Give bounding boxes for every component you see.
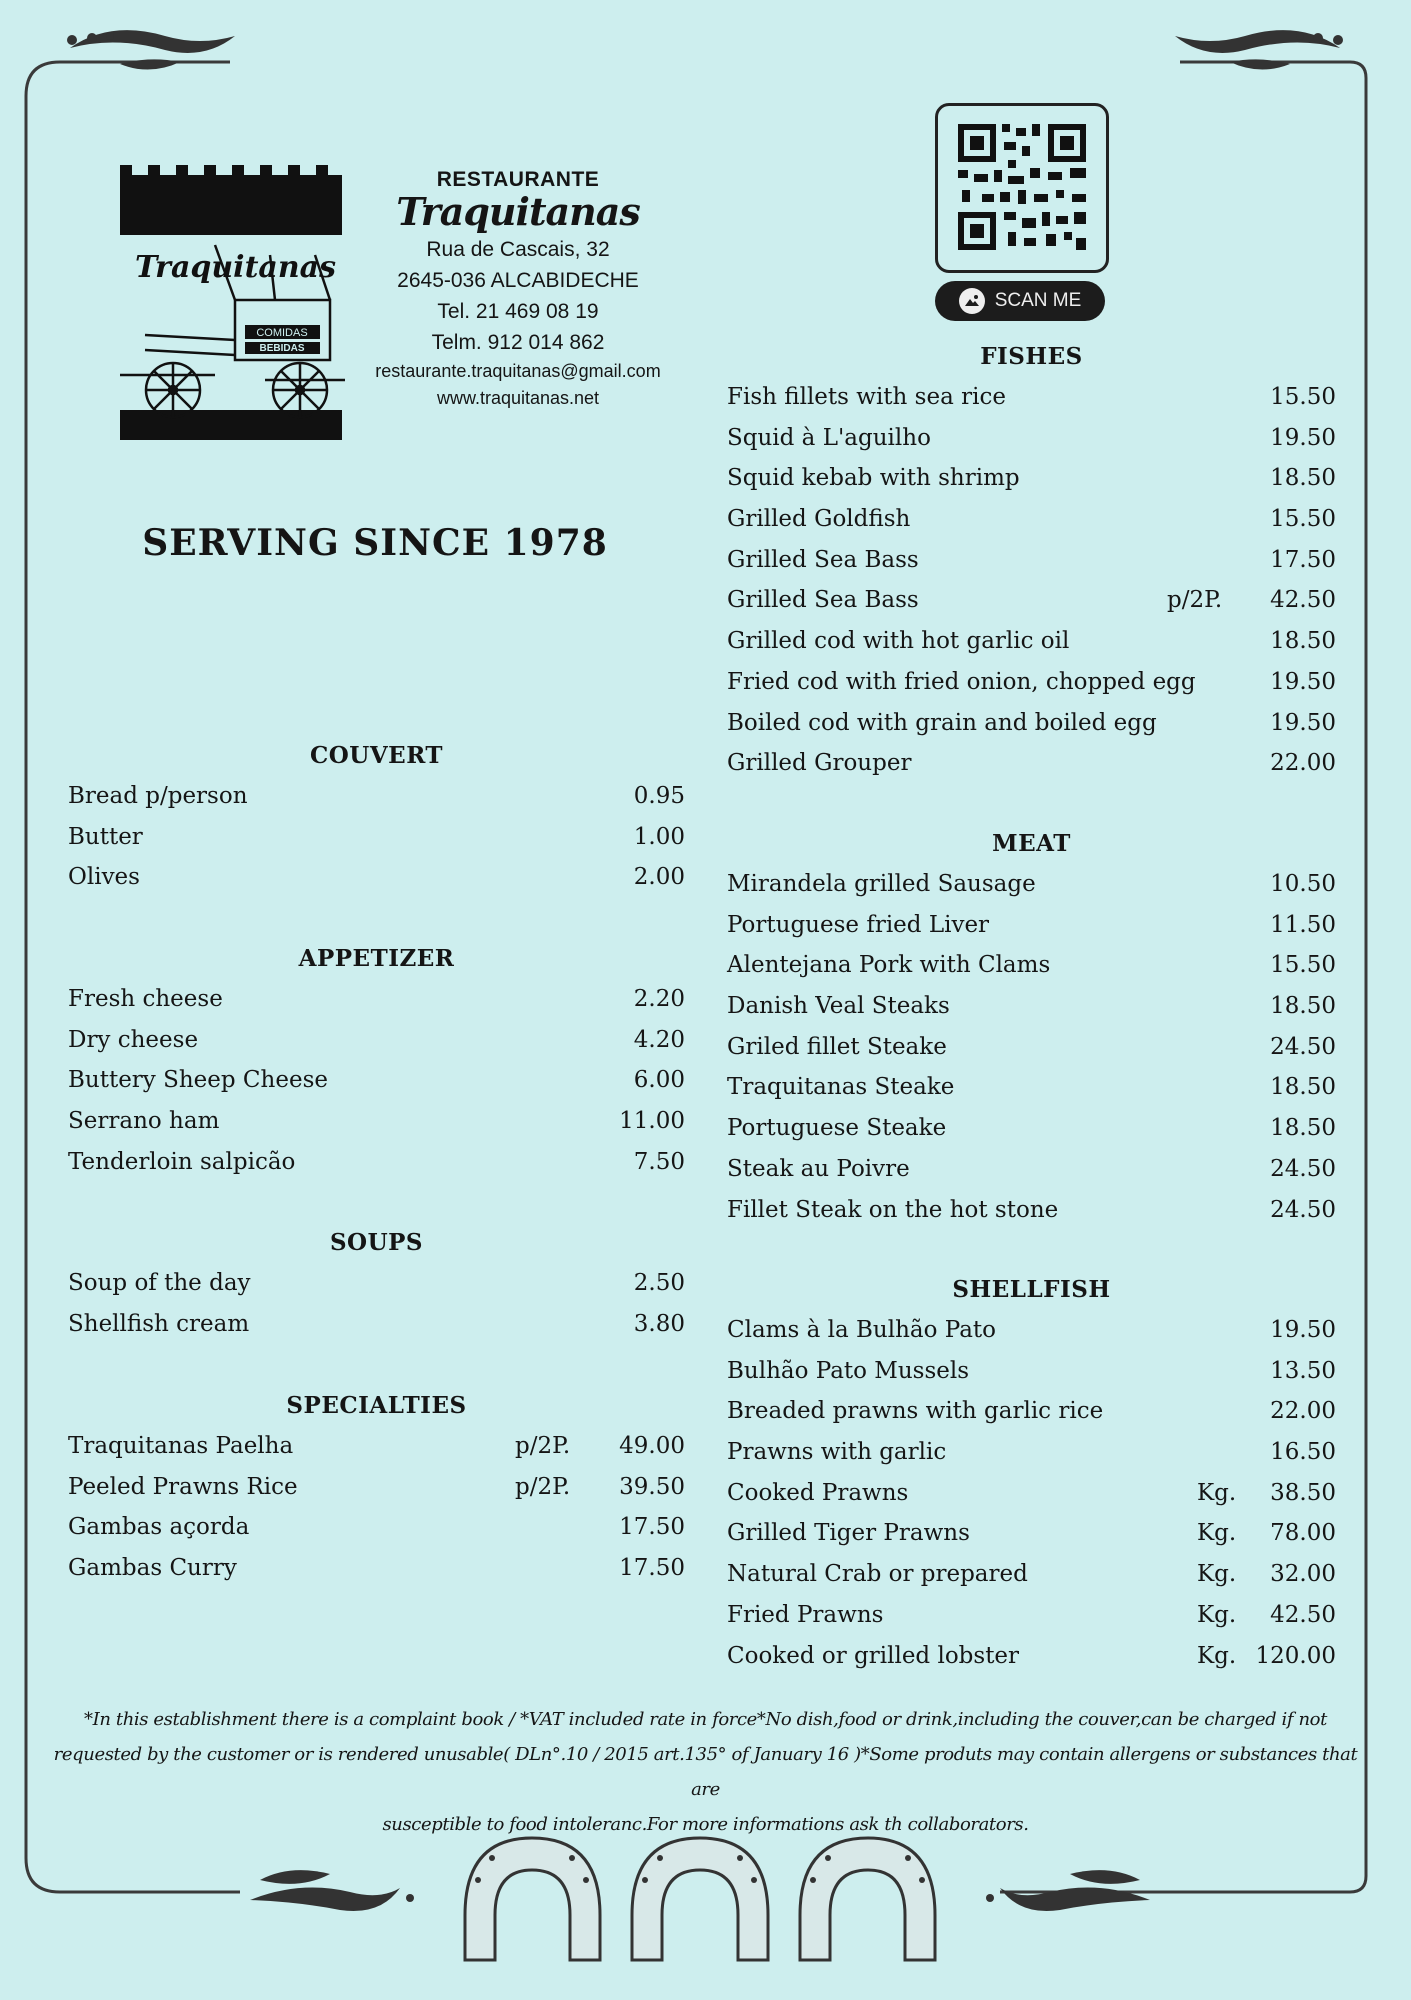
menu-item-price: 38.50 [1270,1479,1336,1506]
menu-item-price: 22.00 [1270,1398,1336,1425]
menu-item [727,1391,1336,1432]
menu-item [727,1432,1336,1473]
address-city: 2645-036 ALCABIDECHE [397,269,639,292]
logo-script: Traquitanas [135,250,337,285]
menu-item-unit: p/2P. [515,1473,571,1500]
menu-item-name: Traquitanas Paelha [68,1433,294,1459]
menu-item-price: 18.50 [1270,465,1336,492]
menu-item-price: 18.50 [1270,993,1336,1020]
menu-item [727,945,1336,986]
menu-item [68,1060,685,1101]
menu-item [727,1310,1336,1351]
menu-item-price: 2.20 [633,986,685,1012]
footnote-line: *In this establishment there is a complaint book / *VAT included rate in force*No dish,food or drink,including the couver,can be charged if not [84,1709,1327,1730]
menu-item-price: 18.50 [1270,628,1336,655]
menu-item-price: 18.50 [1270,1074,1336,1101]
menu-item [727,499,1336,540]
menu-item-price: 3.80 [633,1310,685,1337]
menu-item [727,986,1336,1027]
menu-item-name: Prawns with garlic [727,1439,947,1466]
menu-item-price: 15.50 [1270,506,1336,533]
section-soups [68,1223,685,1344]
menu-item [68,1142,685,1183]
menu-item-price: 4.20 [633,1026,685,1053]
horseshoe-icon [465,1838,935,1960]
menu-item-list [727,864,1336,1230]
menu-item [727,662,1336,703]
restaurant-name: Traquitanas [396,189,640,234]
menu-item-name: Fresh cheese [68,986,223,1012]
section-specialties [68,1386,685,1589]
menu-item-price: 24.50 [1270,1033,1336,1060]
menu-item [727,1473,1336,1514]
menu-item [68,979,685,1020]
qr-code-icon[interactable] [935,103,1109,273]
menu-item [68,1304,685,1345]
menu-item [727,1149,1336,1190]
menu-item-price: 39.50 [619,1473,685,1500]
section-title: FISHES [980,343,1083,370]
footnote-line: susceptible to food intoleranc.For more informations ask th collaborators. [382,1814,1029,1835]
menu-item-name: Buttery Sheep Cheese [68,1067,328,1094]
section-title: APPETIZER [298,945,455,972]
menu-item [68,1507,685,1548]
menu-item [68,857,685,898]
menu-item-name: Clams à la Bulhão Pato [727,1317,996,1343]
phone-number: Tel. 21 469 08 19 [437,300,599,323]
menu-item [68,1426,685,1467]
menu-item-price: 17.50 [1270,546,1336,573]
menu-item-list [68,776,685,898]
menu-item-price: 2.00 [633,864,685,891]
menu-item-name: Portuguese Steake [727,1115,947,1142]
menu-item-list [727,1310,1336,1676]
menu-item-name: Fried cod with fried onion, chopped egg [727,668,1196,695]
menu-item-price: 32.00 [1270,1561,1336,1588]
menu-item-price: 42.50 [1270,587,1336,614]
menu-item [727,1636,1336,1677]
menu-item [727,458,1336,499]
menu-item-name: Fish fillets with sea rice [727,384,1006,410]
menu-item-name: Tenderloin salpicão [68,1148,296,1175]
corner-flourish-bottom-left [250,1870,414,1911]
menu-item-price: 16.50 [1270,1439,1336,1466]
section-title: COUVERT [309,742,444,769]
menu-item-name: Peeled Prawns Rice [68,1473,298,1500]
menu-item-name: Squid à L'aguilho [727,424,931,451]
menu-item-name: Traquitanas Steake [727,1074,955,1101]
section-title: SOUPS [329,1229,424,1256]
menu-item [68,1548,685,1589]
corner-flourish-top-left [67,30,235,69]
menu-item-price: 24.50 [1270,1155,1336,1182]
menu-item-name: Portuguese fried Liver [727,911,990,938]
corner-flourish-top-right [1175,30,1343,69]
menu-item [727,1595,1336,1636]
menu-item-price: 15.50 [1270,384,1336,410]
menu-item [68,1101,685,1142]
menu-item-price: 7.50 [633,1148,685,1175]
menu-item [727,905,1336,946]
menu-item-unit: Kg. [1197,1561,1237,1588]
menu-item-unit: Kg. [1197,1601,1237,1628]
logo-sign-bebidas: BEBIDAS [259,343,305,354]
menu-item [727,1108,1336,1149]
menu-item [727,1554,1336,1595]
footnote-line: requested by the customer or is rendered unusable( DLn°.10 / 2015 art.135° of January 16 )*Some produts may contain allergens or substances that are [53,1744,1358,1800]
menu-item-name: Fried Prawns [727,1601,884,1628]
menu-item-name: Butter [68,823,143,850]
restaurante-label: RESTAURANTE [436,168,600,191]
menu-item-name: Shellfish cream [68,1310,250,1337]
menu-item-price: 0.95 [633,783,685,809]
menu-item-price: 49.00 [619,1433,685,1459]
menu-item-name: Fillet Steak on the hot stone [727,1196,1059,1223]
menu-item-price: 19.50 [1270,1317,1336,1343]
restaurant-logo [115,165,350,445]
menu-item [727,580,1336,621]
menu-item-price: 24.50 [1270,1196,1336,1223]
menu-item [727,1351,1336,1392]
menu-item-price: 19.50 [1270,424,1336,451]
menu-item [727,1067,1336,1108]
menu-item-name: Cooked Prawns [727,1479,909,1506]
menu-item [727,377,1336,418]
menu-item [727,864,1336,905]
menu-item-name: Danish Veal Steaks [727,993,950,1020]
menu-item-name: Bulhão Pato Mussels [727,1357,970,1384]
menu-item [68,1020,685,1061]
menu-item [68,1467,685,1508]
menu-item-list [68,1426,685,1589]
section-couvert [68,736,685,898]
menu-item-price: 1.00 [633,823,685,850]
menu-item-price: 2.50 [633,1270,685,1296]
menu-item-name: Cooked or grilled lobster [727,1642,1020,1669]
menu-item-list [68,979,685,1182]
menu-item-name: Breaded prawns with garlic rice [727,1398,1104,1425]
menu-item-price: 22.00 [1270,750,1336,777]
menu-item-unit: Kg. [1197,1642,1237,1669]
menu-item [68,1263,685,1304]
menu-item-name: Grilled Goldfish [727,506,911,533]
legal-footnote [40,1702,1371,1842]
menu-item [727,621,1336,662]
menu-item [727,703,1336,744]
menu-item-name: Soup of the day [68,1270,251,1296]
menu-item-price: 11.50 [1270,911,1336,938]
restaurant-contact-block [348,168,688,412]
menu-item-price: 78.00 [1270,1520,1336,1547]
menu-item-price: 13.50 [1270,1357,1336,1384]
menu-item [727,418,1336,459]
menu-item-name: Natural Crab or prepared [727,1561,1028,1588]
menu-item-name: Olives [68,864,140,891]
menu-item-price: 10.50 [1270,871,1336,897]
menu-item-name: Grilled Sea Bass [727,546,919,573]
camera-icon [959,288,985,314]
logo-sign-comidas: COMIDAS [256,327,308,339]
section-meat [727,824,1336,1230]
menu-item [727,743,1336,784]
menu-item-name: Grilled Grouper [727,750,912,777]
serving-since-heading: SERVING SINCE 1978 [142,522,608,564]
mobile-number: Telm. 912 014 862 [431,331,605,354]
menu-item [727,1190,1336,1231]
section-title: MEAT [992,830,1071,857]
menu-item-name: Grilled cod with hot garlic oil [727,628,1070,655]
menu-item-unit: Kg. [1197,1479,1237,1506]
wagon-logo-icon [115,165,350,445]
menu-item-name: Mirandela grilled Sausage [727,871,1036,897]
menu-item-name: Grilled Tiger Prawns [727,1520,970,1547]
email-address: restaurante.traquitanas@gmail.com [375,361,661,381]
menu-item-unit: p/2P. [515,1433,571,1459]
section-title: SPECIALTIES [286,1392,467,1419]
menu-item-price: 19.50 [1270,668,1336,695]
menu-item-price: 19.50 [1270,709,1336,736]
menu-item-name: Gambas açorda [68,1514,250,1541]
menu-item-name: Steak au Poivre [727,1155,910,1182]
menu-item-price: 18.50 [1270,1115,1336,1142]
menu-item-name: Dry cheese [68,1026,199,1053]
menu-item-price: 17.50 [619,1514,685,1541]
menu-item-list [68,1263,685,1344]
menu-item-name: Griled fillet Steake [727,1033,947,1060]
website-link: www.traquitanas.net [436,388,600,408]
section-title: SHELLFISH [952,1276,1111,1303]
menu-item-price: 17.50 [619,1555,685,1582]
section-appetizer [68,939,685,1182]
menu-item-list [727,377,1336,784]
menu-item-name: Serrano ham [68,1108,220,1135]
menu-item [727,1513,1336,1554]
qr-code-block[interactable] [935,103,1107,321]
scan-me-label: SCAN ME [994,290,1082,311]
menu-item-price: 11.00 [619,1108,685,1135]
menu-item [68,776,685,817]
scan-me-button[interactable] [935,281,1105,321]
menu-item [68,817,685,858]
menu-item-price: 120.00 [1255,1642,1336,1669]
menu-item-name: Boiled cod with grain and boiled egg [727,709,1157,736]
menu-item [727,540,1336,581]
section-fishes [727,337,1336,784]
menu-item-price: 15.50 [1270,952,1336,979]
menu-item-price: 6.00 [633,1067,685,1094]
menu-item-name: Alentejana Pork with Clams [727,952,1051,979]
menu-item-name: Gambas Curry [68,1555,237,1582]
menu-item-unit: p/2P. [1167,587,1223,614]
menu-item-unit: Kg. [1197,1520,1237,1547]
menu-item [727,1027,1336,1068]
section-shellfish [727,1270,1336,1676]
address-street: Rua de Cascais, 32 [426,238,610,261]
menu-item-name: Grilled Sea Bass [727,587,919,614]
menu-item-price: 42.50 [1270,1601,1336,1628]
menu-item-name: Squid kebab with shrimp [727,465,1020,492]
menu-item-name: Bread p/person [68,783,248,809]
